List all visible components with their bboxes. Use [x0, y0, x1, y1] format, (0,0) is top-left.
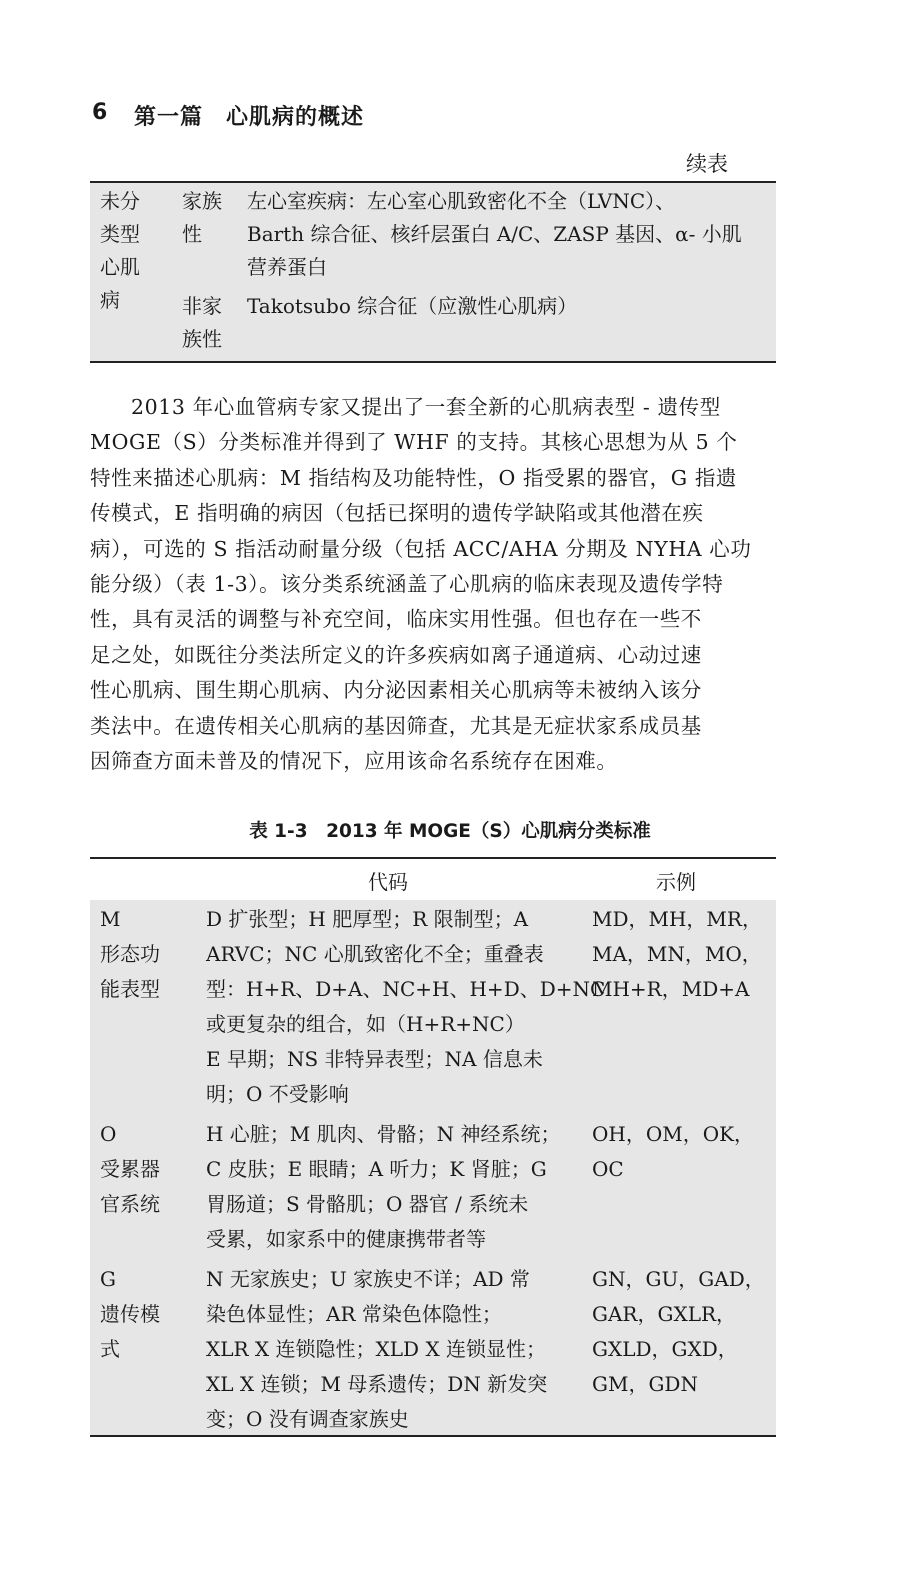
- paragraph-line: MOGE（S）分类标准并得到了 WHF 的支持。其核心思想为从 5 个: [90, 430, 738, 455]
- table-subcategory: [182, 185, 222, 251]
- table-cell-line: 受累，如家系中的健康携带者等: [206, 1227, 486, 1251]
- table-cell-line: 胃肠道；S 骨骼肌；O 器官 / 系统未: [206, 1192, 529, 1216]
- table-cell-line: 家族: [182, 189, 222, 213]
- table-cell-line: 能表型: [100, 977, 160, 1001]
- table-cell-line: 病: [100, 288, 120, 312]
- table-category: [100, 185, 140, 317]
- table-code-cell: [206, 1262, 578, 1437]
- table-cell-line: GXLD，GXD，: [592, 1337, 738, 1361]
- table-description: [247, 290, 772, 323]
- table-cell-line: XLR X 连锁隐性；XLD X 连锁显性；: [206, 1337, 547, 1361]
- table-cell-line: OH，OM，OK，: [592, 1122, 755, 1146]
- table-cell-line: 形态功: [100, 942, 160, 966]
- table-subcategory: [182, 290, 222, 356]
- table-category: [100, 902, 200, 1007]
- table-example-cell: [592, 902, 776, 1007]
- continued-table: [90, 181, 776, 363]
- table-caption: 表 1-3 2013 年 MOGE（S）心肌病分类标准: [249, 821, 651, 842]
- table-cell-line: 性: [182, 222, 202, 246]
- paragraph-line: 传模式，E 指明确的病因（包括已探明的遗传学缺陷或其他潜在疾: [90, 501, 704, 526]
- table-description: [247, 185, 772, 284]
- paragraph-line: 性，具有灵活的调整与补充空间，临床实用性强。但也存在一些不: [90, 607, 702, 632]
- table-cell-line: 营养蛋白: [247, 255, 327, 279]
- table-cell-line: 族性: [182, 327, 222, 351]
- body-paragraph: [90, 390, 776, 779]
- paragraph-line: 因筛查方面未普及的情况下，应用该命名系统存在困难。: [90, 749, 618, 774]
- table-cell-line: 染色体显性；AR 常染色体隐性；: [206, 1302, 502, 1326]
- paragraph-line: 特性来描述心肌病：M 指结构及功能特性，O 指受累的器官，G 指遗: [90, 465, 738, 490]
- table-cell-line: G: [100, 1267, 116, 1291]
- paragraph-line: 病），可选的 S 指活动耐量分级（包括 ACC/AHA 分期及 NYHA 心功: [90, 536, 752, 561]
- table-cell-line: O: [100, 1122, 117, 1146]
- table-cell-line: GAR，GXLR，: [592, 1302, 737, 1326]
- table-code-cell: [206, 902, 606, 1112]
- table-example-cell: [592, 1117, 776, 1187]
- table-cell-line: GM，GDN: [592, 1372, 698, 1396]
- paragraph-line: 能分级）（表 1-3）。该分类系统涵盖了心肌病的临床表现及遗传学特: [90, 572, 724, 597]
- table-cell-line: 明；O 不受影响: [206, 1082, 349, 1106]
- table-cell-line: ARVC；NC 心肌致密化不全；重叠表: [206, 942, 544, 966]
- paragraph-line: 2013 年心血管病专家又提出了一套全新的心肌病表型 - 遗传型: [131, 395, 721, 419]
- table-cell-line: 左心室疾病：左心室心肌致密化不全（LVNC）、: [247, 189, 676, 213]
- table-cell-line: 未分: [100, 189, 140, 213]
- classification-table: [90, 900, 776, 1437]
- table-cell-line: 型：H+R、D+A、NC+H、H+D、D+NC: [206, 977, 606, 1001]
- table-cell-line: N 无家族史；U 家族史不详；AD 常: [206, 1267, 530, 1291]
- table-cell-line: 变；O 没有调查家族史: [206, 1407, 409, 1431]
- table-cell-line: C 皮肤；E 眼睛；A 听力；K 肾脏；G: [206, 1157, 547, 1181]
- table-category: [100, 1262, 200, 1367]
- paragraph-line: 类法中。在遗传相关心肌病的基因筛查，尤其是无症状家系成员基: [90, 713, 702, 738]
- table-category: [100, 1117, 200, 1222]
- page-number: 6: [92, 100, 108, 125]
- table-cell-line: XL X 连锁；M 母系遗传；DN 新发突: [206, 1372, 548, 1396]
- paragraph-line: 足之处，如既往分类法所定义的许多疾病如离子通道病、心动过速: [90, 642, 702, 667]
- column-header-code: 代码: [368, 870, 408, 894]
- section-title: 第一篇 心肌病的概述: [134, 105, 365, 130]
- table-cell-line: 式: [100, 1337, 120, 1361]
- table-cell-line: Takotsubo 综合征（应激性心肌病）: [247, 294, 578, 318]
- table-cell-line: MH+R，MD+A: [592, 977, 750, 1001]
- table-cell-line: D 扩张型；H 肥厚型；R 限制型；A: [206, 907, 529, 931]
- table-cell-line: H 心脏；M 肌肉、骨骼；N 神经系统；: [206, 1122, 561, 1146]
- column-header-example: 示例: [656, 870, 696, 894]
- table-cell-line: Barth 综合征、核纤层蛋白 A/C、ZASP 基因、α- 小肌: [247, 222, 742, 246]
- table-cell-line: MA，MN，MO，: [592, 942, 762, 966]
- table-cell-line: 或更复杂的组合，如（H+R+NC）: [206, 1012, 525, 1036]
- table-cell-line: 受累器: [100, 1157, 160, 1181]
- table-code-cell: [206, 1117, 578, 1257]
- table-cell-line: 遗传模: [100, 1302, 160, 1326]
- continued-label: 续表: [686, 152, 728, 176]
- table-cell-line: 非家: [182, 294, 222, 318]
- table-cell-line: 心肌: [100, 255, 140, 279]
- table-cell-line: GN，GU，GAD，: [592, 1267, 765, 1291]
- table-cell-line: E 早期；NS 非特异表型；NA 信息未: [206, 1047, 543, 1071]
- table-cell-line: MD，MH，MR，: [592, 907, 762, 931]
- table-cell-line: 类型: [100, 222, 140, 246]
- paragraph-line: 性心肌病、围生期心肌病、内分泌因素相关心肌病等未被纳入该分: [90, 678, 702, 703]
- table-cell-line: M: [100, 907, 121, 931]
- table-cell-line: OC: [592, 1157, 624, 1181]
- table-cell-line: 官系统: [100, 1192, 160, 1216]
- table-example-cell: [592, 1262, 776, 1402]
- page-header: [90, 100, 790, 134]
- table-header: [90, 857, 776, 902]
